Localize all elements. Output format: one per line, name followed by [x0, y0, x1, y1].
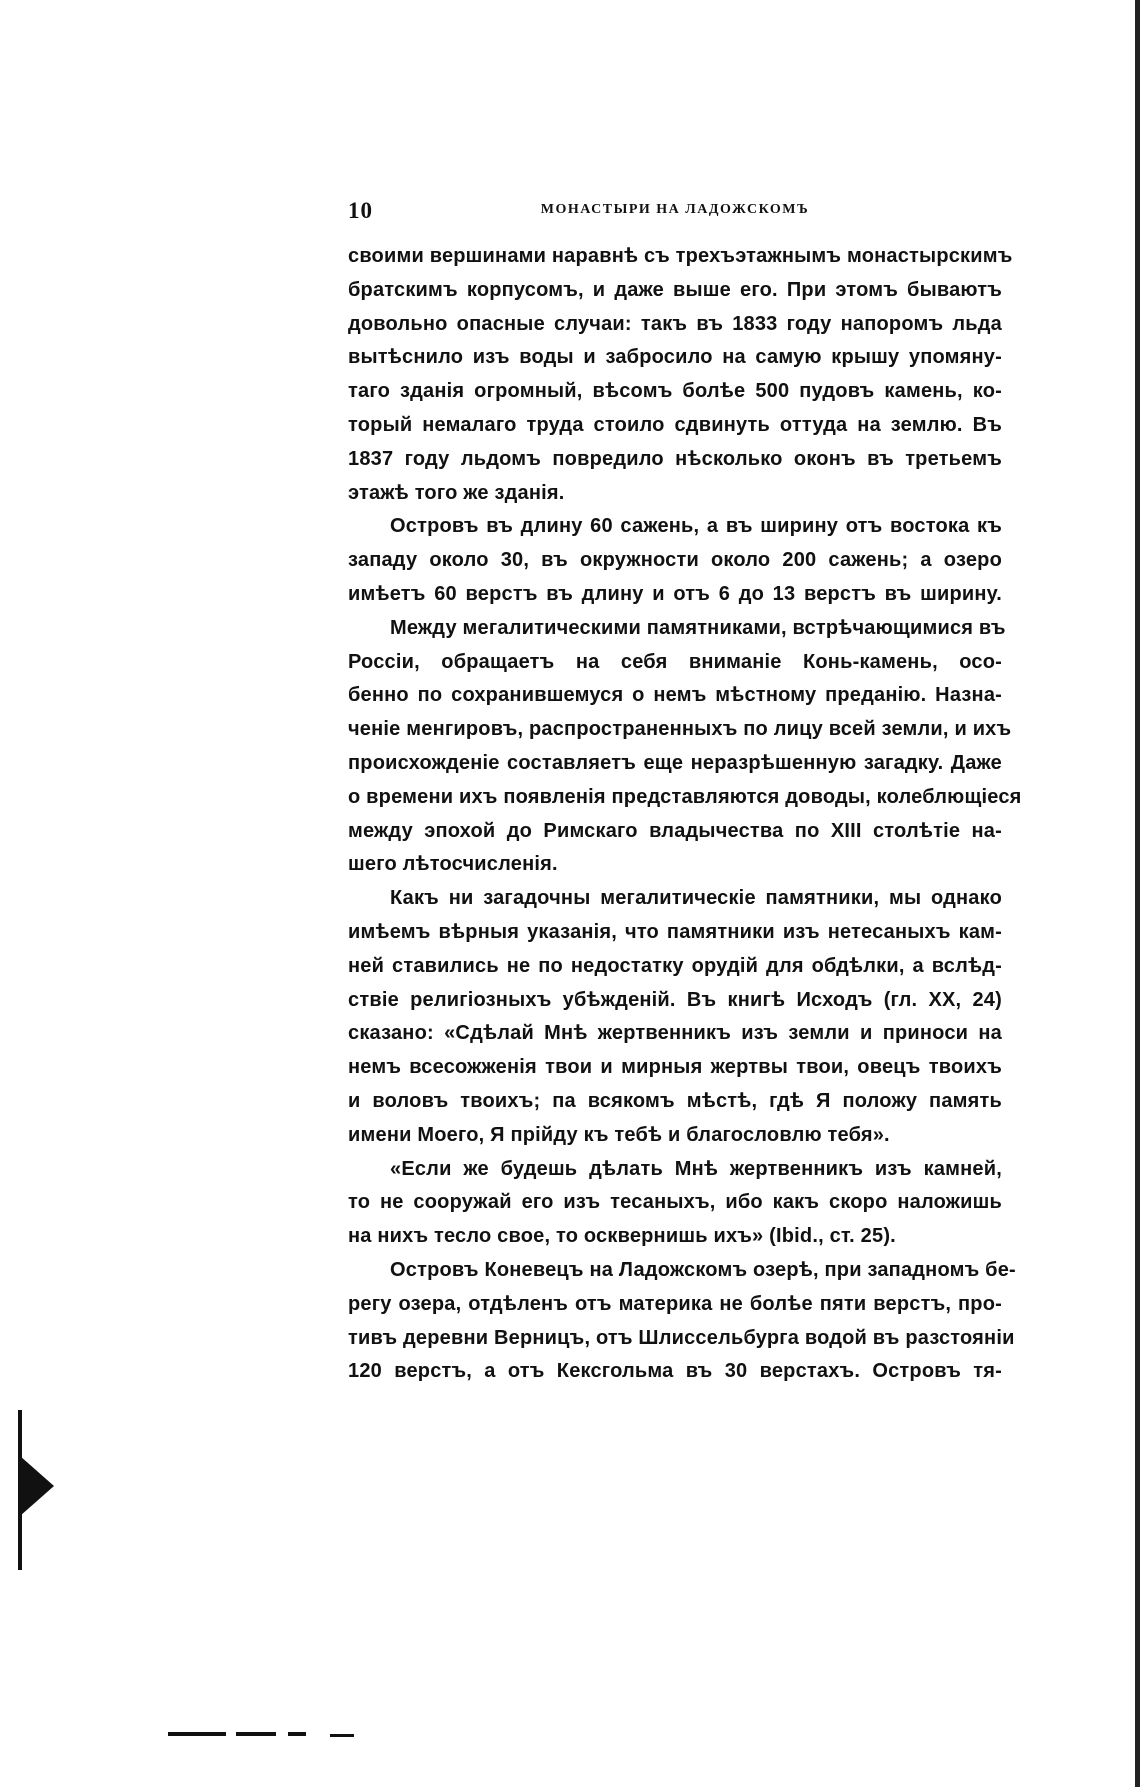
text-line: довольно опасные случаи: такъ въ 1833 году напоромъ льда: [348, 312, 1002, 335]
paragraph: [348, 240, 1013, 510]
text-line: ствіе религіозныхъ убѣжденій. Въ книгѣ Исходъ (гл. XX, 24): [348, 988, 1002, 1011]
scan-margin-mark: [20, 1456, 54, 1516]
paragraph: [348, 1254, 1016, 1389]
text-line: Островъ Коневецъ на Ладожскомъ озерѣ, при западномъ бе-: [390, 1258, 1016, 1281]
text-line: имени Моего, Я прійду къ тебѣ и благословлю тебя».: [348, 1123, 890, 1146]
scan-bottom-mark: [330, 1734, 354, 1737]
body-text: [348, 240, 1022, 1389]
text-line: имѣемъ вѣрныя указанія, что памятники изъ нетесаныхъ кам-: [348, 920, 1002, 943]
text-line: «Если же будешь дѣлать Мнѣ жертвенникъ изъ камней,: [390, 1157, 1002, 1180]
text-line: 120 верстъ, а отъ Кексгольма въ 30 верстахъ. Островъ тя-: [348, 1360, 1002, 1383]
text-line: между эпохой до Римскаго владычества по XIII столѣтіе на-: [348, 819, 1002, 842]
paragraph: [348, 882, 1002, 1152]
text-line: о времени ихъ появленія представляются доводы, колеблющіеся: [348, 785, 1022, 808]
text-line: 1837 году льдомъ повредило нѣсколько оконъ въ третьемъ: [348, 447, 1002, 470]
text-line: имѣетъ 60 верстъ въ длину и отъ 6 до 13 верстъ въ ширину.: [348, 582, 1002, 605]
page-number: 10: [348, 198, 373, 223]
text-line: западу около 30, въ окружности около 200 сажень; а озеро: [348, 549, 1002, 572]
text-line: ченіе менгировъ, распространенныхъ по лицу всей земли, и ихъ: [348, 718, 1012, 741]
scan-bottom-mark: [236, 1732, 276, 1736]
text-line: Островъ въ длину 60 сажень, а въ ширину отъ востока къ: [390, 515, 1002, 538]
text-line: сказано: «Сдѣлай Мнѣ жертвенникъ изъ земли и приноси на: [348, 1022, 1002, 1045]
paragraph: [348, 1153, 1002, 1254]
text-line: торый немалаго труда стоило сдвинуть оттуда на землю. Въ: [348, 413, 1002, 436]
scan-edge: [1135, 0, 1140, 1787]
scan-bottom-mark: [288, 1732, 306, 1736]
paragraph: [348, 510, 1002, 611]
text-line: бенно по сохранившемуся о немъ мѣстному преданію. Назна-: [348, 684, 1002, 707]
text-line: регу озера, отдѣленъ отъ материка не болѣе пяти верстъ, про-: [348, 1292, 1002, 1315]
page-header: [348, 198, 1002, 226]
paragraph: [348, 612, 1022, 882]
text-line: на нихъ тесло свое, то осквернишь ихъ» (Ibid., ст. 25).: [348, 1225, 896, 1248]
text-line: этажѣ того же зданія.: [348, 481, 565, 504]
scan-bottom-mark: [168, 1732, 226, 1736]
text-line: немъ всесожженія твои и мирныя жертвы твои, овецъ твоихъ: [348, 1056, 1002, 1079]
text-line: происхожденіе составляетъ еще неразрѣшенную загадку. Даже: [348, 751, 1002, 774]
text-line: и воловъ твоихъ; па всякомъ мѣстѣ, гдѣ Я положу память: [348, 1089, 1002, 1112]
text-line: Между мегалитическими памятниками, встрѣчающимися въ: [390, 616, 1006, 639]
running-title: МОНАСТЫРИ НА ЛАДОЖСКОМЪ: [540, 202, 810, 217]
text-line: таго зданія огромный, вѣсомъ болѣе 500 пудовъ камень, ко-: [348, 380, 1002, 403]
text-line: то не сооружай его изъ тесаныхъ, ибо какъ скоро наложишь: [348, 1191, 1002, 1214]
text-line: тивъ деревни Верницъ, отъ Шлиссельбурга водой въ разстояніи: [348, 1326, 1015, 1349]
text-line: Какъ ни загадочны мегалитическіе памятники, мы однако: [390, 887, 1002, 910]
text-line: братскимъ корпусомъ, и даже выше его. При этомъ бываютъ: [348, 278, 1002, 301]
text-line: вытѣснило изъ воды и забросило на самую крышу упомяну-: [348, 346, 1002, 369]
text-line: Россіи, обращаетъ на себя вниманіе Конь-камень, осо-: [348, 650, 1002, 673]
text-line: своими вершинами наравнѣ съ трехъэтажнымъ монастырскимъ: [348, 245, 1013, 267]
text-line: шего лѣтосчисленія.: [348, 853, 558, 876]
text-line: ней ставились не по недостатку орудій для обдѣлки, а вслѣд-: [348, 954, 1002, 977]
